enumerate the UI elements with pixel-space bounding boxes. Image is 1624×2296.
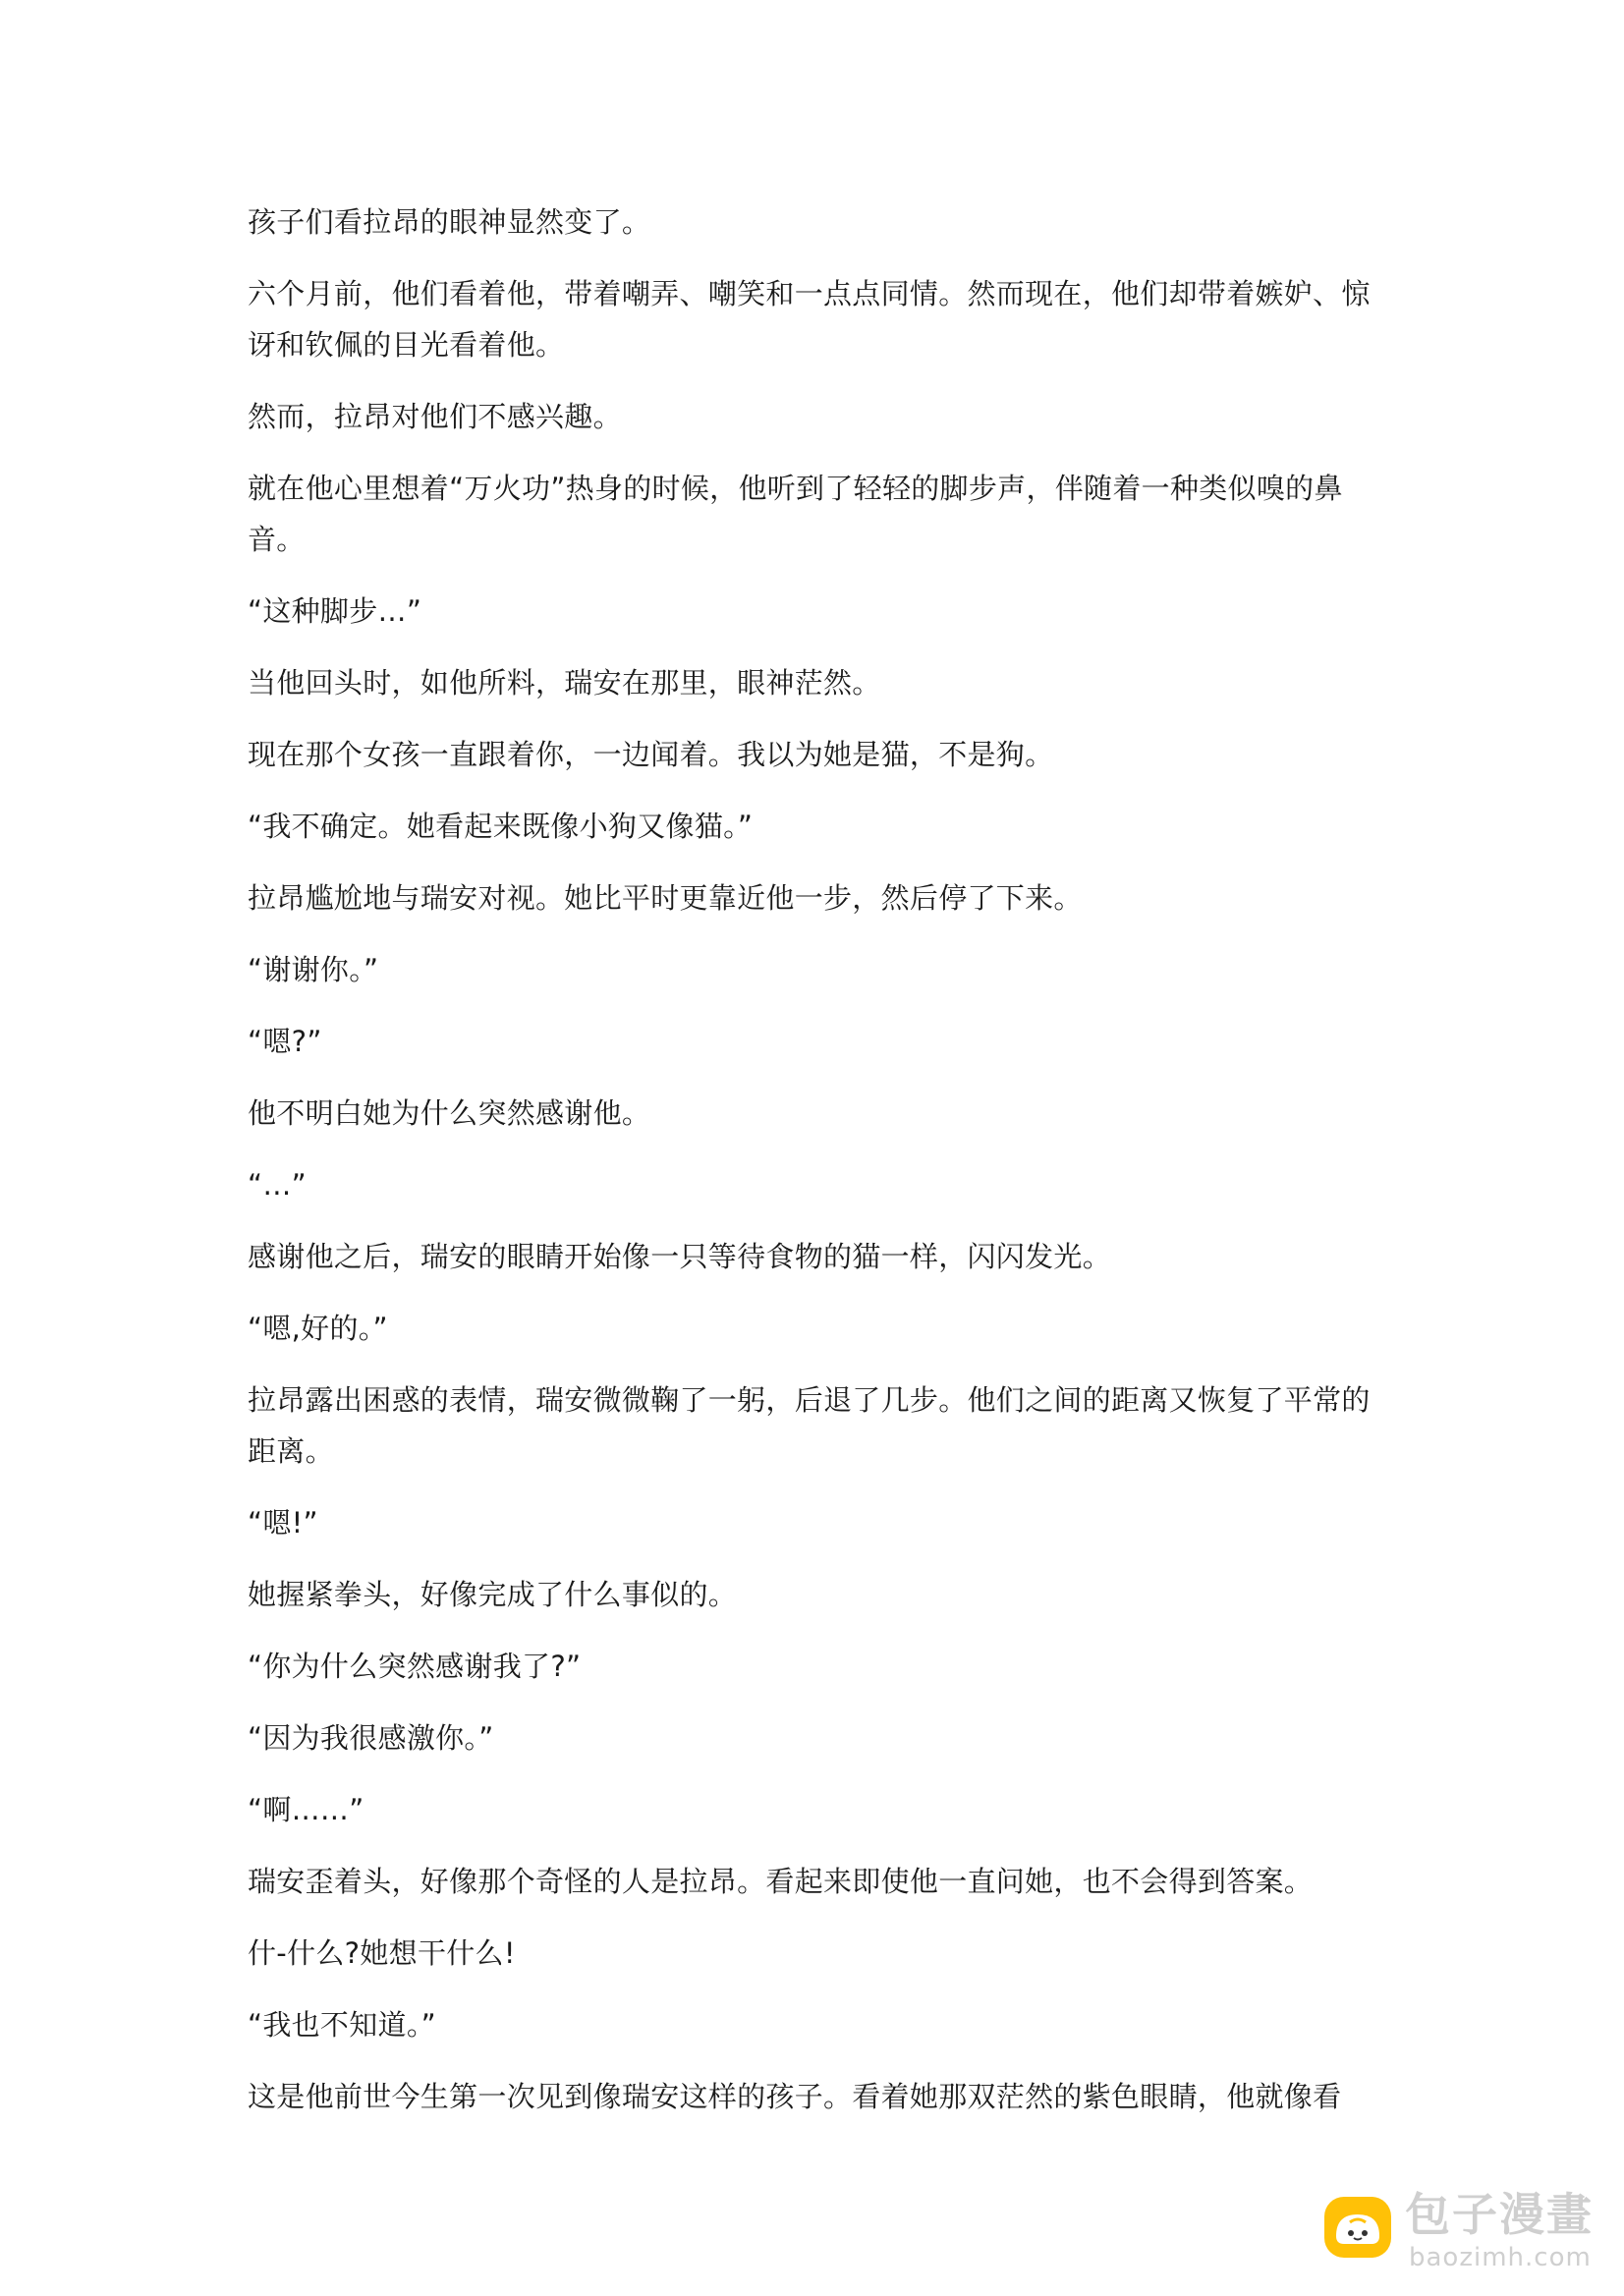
watermark-domain: baozimh.com [1409,2243,1592,2272]
paragraph: 当他回头时，如他所料，瑞安在那里，眼神茫然。 [248,666,881,700]
paragraph: 拉昂尴尬地与瑞安对视。她比平时更靠近他一步，然后停了下来。 [248,881,1083,915]
paragraph: “嗯?” [248,1025,322,1058]
watermark [1322,2187,1607,2275]
paragraph: “嗯,好的。” [248,1312,388,1345]
paragraph: 他不明白她为什么突然感谢他。 [248,1096,651,1130]
paragraph: 瑞安歪着头，好像那个奇怪的人是拉昂。看起来即使他一直问她，也不会得到答案。 [248,1865,1314,1898]
paragraph: 孩子们看拉昂的眼神显然变了。 [248,205,651,239]
paragraph: “因为我很感激你。” [248,1721,494,1755]
paragraph: “嗯!” [248,1506,318,1540]
paragraph: “我不确定。她看起来既像小狗又像猫。” [248,810,754,843]
bun-logo-icon [1322,2193,1393,2262]
paragraph: “我也不知道。” [248,2008,436,2042]
paragraph: “…” [248,1168,307,1202]
paragraph: 六个月前，他们看着他，带着嘲弄、嘲笑和一点点同情。然而现在，他们却带着嫉妒、惊讶和钦佩的目光看着他。 [248,277,1371,362]
paragraph: “这种脚步…” [248,594,422,628]
paragraph: 就在他心里想着“万火功”热身的时候，他听到了轻轻的脚步声，伴随着一种类似嗅的鼻音。 [248,472,1343,556]
paragraph: 拉昂露出困惑的表情，瑞安微微鞠了一躬，后退了几步。他们之间的距离又恢复了平常的距离。 [248,1383,1371,1468]
paragraph: 她握紧拳头，好像完成了什么事似的。 [248,1578,738,1611]
paragraph: “谢谢你。” [248,953,379,986]
paragraph: 现在那个女孩一直跟着你，一边闻着。我以为她是猫，不是狗。 [248,738,1054,771]
text-body [248,196,1397,2143]
watermark-title: 包子漫畫 [1405,2188,1594,2241]
paragraph: 什-什么?她想干什么! [248,1936,516,1970]
paragraph: “你为什么突然感谢我了?” [248,1650,582,1683]
paragraph: “啊……” [248,1793,364,1826]
paragraph: 这是他前世今生第一次见到像瑞安这样的孩子。看着她那双茫然的紫色眼睛，他就像看 [248,2080,1342,2113]
paragraph: 感谢他之后，瑞安的眼睛开始像一只等待食物的猫一样，闪闪发光。 [248,1240,1112,1273]
paragraph: 然而，拉昂对他们不感兴趣。 [248,400,622,433]
